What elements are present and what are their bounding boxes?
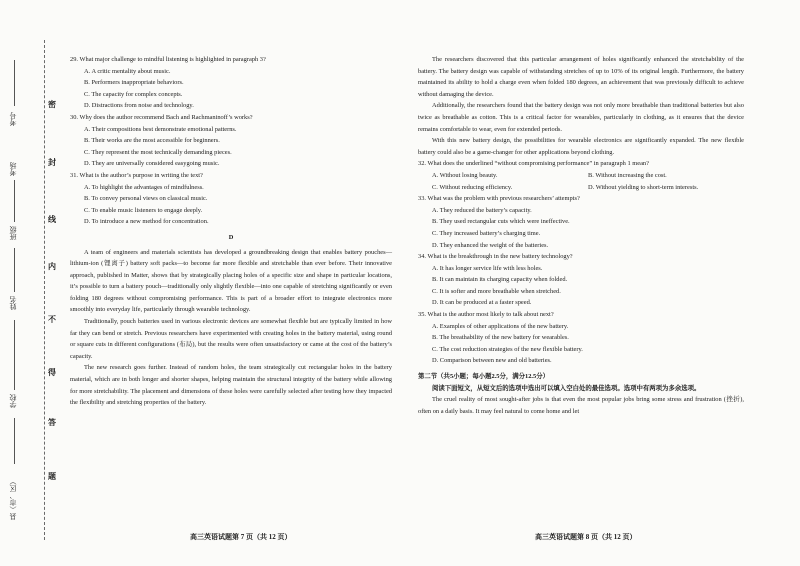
option: D. They enhanced the weight of the batteries. bbox=[432, 241, 549, 249]
seal-word: 不 bbox=[48, 315, 56, 324]
question-stem: 35. What is the author most likely to talk about next? bbox=[418, 311, 554, 319]
option: B. Performers inappropriate behaviors. bbox=[84, 79, 184, 87]
question-stem: 33. What was the problem with previous researchers’ attempts? bbox=[418, 195, 580, 203]
seal-dashed-line bbox=[44, 40, 45, 540]
passage-paragraph: A team of engineers and materials scientists has developed a groundbreaking design that enables battery pouches—lithium-ion (锂离子) battery soft packs—to become far more flexible and stretchable than ever before. Their innovative approach, published in Matter, shows that by strategically placing holes of a specific size and shape in particular locations, it’s possible to turn a battery pouch—traditionally only slightly flexible—into one capable of stretching significantly or even folding 180 degrees without compromising performance. This is part of a broader effort to integrate electronics more smoothly into everyday life, particularly through wearable technology. bbox=[70, 248, 392, 314]
question-stem: 29. What major challenge to mindful listening is highlighted in paragraph 3? bbox=[70, 56, 266, 63]
question-29 bbox=[70, 54, 392, 112]
fill-line bbox=[14, 320, 15, 390]
option: A. Examples of other applications of the new battery. bbox=[432, 322, 569, 330]
option: C. It is softer and more breathable when stretched. bbox=[432, 287, 561, 295]
option: D. To introduce a new method for concentration. bbox=[84, 218, 209, 226]
fill-line bbox=[14, 180, 15, 222]
section-d-heading: D bbox=[228, 233, 234, 241]
option: D. It can be produced at a faster speed. bbox=[432, 299, 532, 307]
label-exam-room: 考场 bbox=[9, 162, 17, 176]
option: C. To enable music listeners to engage deeply. bbox=[84, 206, 203, 214]
passage-paragraph: The cruel reality of most sought-after jobs is that even the most popular jobs bring some stress and frustration (挫折), often on a daily basis. It may feel natural to come home and let bbox=[418, 396, 744, 415]
page-footer-7: 高三英语试题第 7 页（共 12 页） bbox=[190, 533, 292, 541]
section-2-instructions: 阅读下面短文，从短文后的选项中选出可以填入空白处的最佳选项。选项中有两项为多余选项。 bbox=[432, 384, 701, 392]
section-2-title: 第二节（共5小题；每小题2.5分，满分12.5分） bbox=[418, 373, 550, 381]
option: C. They represent the most technically demanding pieces. bbox=[84, 148, 232, 156]
question-stem: 34. What is the breakthrough in the new battery technology? bbox=[418, 253, 573, 261]
question-stem: 31. What is the author’s purpose in writing the text? bbox=[70, 171, 203, 179]
binding-margin bbox=[0, 0, 58, 566]
passage-paragraph: The researchers discovered that this particular arrangement of holes significantly enhanced the stretchability of the battery. The battery design was capable of withstanding stretches of up to 10% of its original length. Furthermore, the battery maintained its ability to hold a charge even when folded 180 degrees, an achievement that was previously difficult to achieve without damaging the device. bbox=[418, 56, 744, 98]
option: B. Their works are the most accessible for beginners. bbox=[84, 137, 220, 145]
question-33 bbox=[418, 193, 744, 251]
right-page-column bbox=[418, 54, 744, 417]
question-30 bbox=[70, 112, 392, 170]
passage-paragraph: Traditionally, pouch batteries used in various electronic devices are somewhat flexible but are typically limited in how far they can bend or stretch. Previous researchers have experimented with creating holes in the battery material, using round or square cuts in different configurations (布局), but the results were often unsatisfactory or came at the cost of the battery’s capacity. bbox=[70, 318, 392, 360]
option: B. It can maintain its charging capacity when folded. bbox=[432, 276, 568, 284]
passage-paragraph: The new research goes further. Instead of random holes, the team strategically cut rectangular holes in the battery material, which are in both longer and shorter shapes, helping maintain the structural integrity of the battery while allowing for more stretchability. The placement and dimensions of these holes were carefully selected after testing how they impacted the flexibility and stretching properties of the battery. bbox=[70, 364, 392, 407]
seal-word: 密 bbox=[48, 100, 56, 109]
option: B. The breathability of the new battery for wearables. bbox=[432, 334, 569, 342]
seal-word: 题 bbox=[48, 472, 56, 481]
label-school: 学校 bbox=[9, 394, 17, 408]
option: A. A critic mentality about music. bbox=[84, 67, 171, 75]
option-grid bbox=[432, 170, 744, 193]
option: D. Comparison between new and old batteries. bbox=[432, 357, 552, 365]
question-35 bbox=[418, 309, 744, 367]
page-footer-8: 高三英语试题第 8 页（共 12 页） bbox=[535, 533, 637, 541]
label-exam-number: 考号 bbox=[9, 112, 17, 126]
passage-paragraph: Additionally, the researchers found that the battery design was not only more breathable than traditional batteries but also twice as breathable as cotton. This is a critical factor for wearables, particularly in clothing, as it ensures that the device remains comfortable to wear, even for extended periods. bbox=[418, 102, 744, 133]
option: C. Without reducing efficiency. bbox=[432, 183, 513, 191]
question-34 bbox=[418, 251, 744, 309]
option: D. They are universally considered easygoing music. bbox=[84, 160, 220, 168]
question-32 bbox=[418, 158, 744, 193]
option: B. Without increasing the cost. bbox=[588, 171, 667, 179]
option: B. To convey personal views on classical music. bbox=[84, 195, 208, 203]
option: A. Their compositions best demonstrate emotional patterns. bbox=[84, 125, 237, 133]
label-name: 姓名 bbox=[9, 296, 17, 310]
option: A. It has longer service life with less holes. bbox=[432, 264, 543, 272]
question-stem: 32. What does the underlined “without compromising performance” in paragraph 1 mean? bbox=[418, 160, 649, 168]
label-county: 县（市、区） bbox=[9, 478, 17, 520]
option: C. They increased battery’s charging time. bbox=[432, 229, 541, 237]
seal-word: 得 bbox=[48, 368, 56, 377]
option: A. Without losing beauty. bbox=[432, 171, 498, 179]
option: A. They reduced the battery’s capacity. bbox=[432, 206, 532, 214]
question-stem: 30. Why does the author recommend Bach and Rachmaninoff’s works? bbox=[70, 113, 253, 121]
fill-line bbox=[14, 248, 15, 292]
option: D. Distractions from noise and technology. bbox=[84, 102, 194, 110]
seal-word: 封 bbox=[48, 158, 56, 167]
fill-line bbox=[14, 60, 15, 106]
option: C. The cost reduction strategies of the new flexible battery. bbox=[432, 345, 583, 353]
option: A. To highlight the advantages of mindfulness. bbox=[84, 183, 204, 191]
option: D. Without yielding to short-term interests. bbox=[588, 183, 699, 191]
seal-word: 内 bbox=[48, 262, 56, 271]
option: B. They used rectangular cuts which were ineffective. bbox=[432, 218, 570, 226]
option: C. The capacity for complex concepts. bbox=[84, 90, 183, 98]
fill-line bbox=[14, 418, 15, 464]
left-page-column bbox=[70, 54, 392, 409]
label-class: 班级 bbox=[9, 226, 17, 240]
seal-word: 线 bbox=[48, 215, 56, 224]
seal-word: 答 bbox=[48, 418, 56, 427]
passage-paragraph: With this new battery design, the possibilities for wearable electronics are significantly expanded. The new flexible battery could also be a game-changer for other applications beyond clothing. bbox=[418, 137, 744, 156]
question-31 bbox=[70, 170, 392, 228]
